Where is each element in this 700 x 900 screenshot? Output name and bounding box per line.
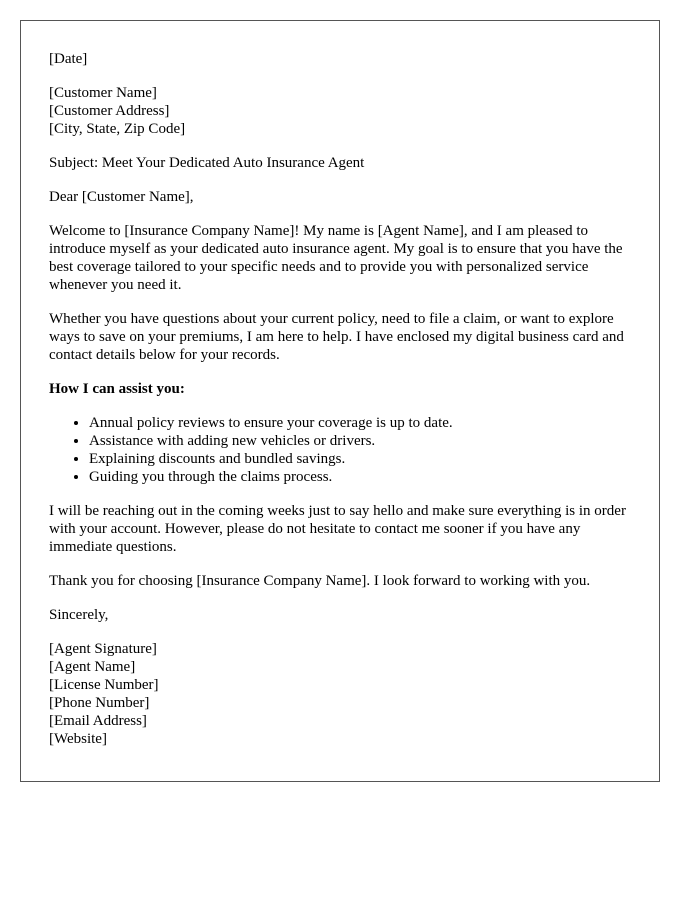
list-item: • Guiding you through the claims process.: [89, 468, 631, 486]
assist-list: [49, 414, 631, 486]
agent-phone-number: [Phone Number]: [49, 695, 150, 711]
assist-heading: How I can assist you:: [49, 381, 185, 397]
letter-greeting: Dear [Customer Name],: [49, 189, 194, 205]
letter-paragraph-thanks: Thank you for choosing [Insurance Company Name]. I look forward to working with you.: [49, 573, 591, 589]
agent-license-number: [License Number]: [49, 677, 159, 693]
letter-closing: Sincerely,: [49, 607, 109, 623]
letter-subject: Subject: Meet Your Dedicated Auto Insurance Agent: [49, 155, 365, 171]
recipient-city-state-zip: [City, State, Zip Code]: [49, 121, 186, 137]
letter-paragraph-followup: I will be reaching out in the coming weeks just to say hello and make sure everything is in order with your account. However, please do not hesitate to contact me sooner if you have any immediate questions.: [49, 503, 626, 555]
agent-email-address: [Email Address]: [49, 713, 147, 729]
letter-paragraph-intro: Welcome to [Insurance Company Name]! My name is [Agent Name], and I am pleased to introduce myself as your dedicated auto insurance agent. My goal is to ensure that you have the best coverage tailored to your specific needs and to provide you with personalized service whenever you need it.: [49, 223, 623, 293]
list-item: • Annual policy reviews to ensure your coverage is up to date.: [89, 414, 631, 432]
letter-paragraph-help: Whether you have questions about your current policy, need to file a claim, or want to explore ways to save on your premiums, I am here to help. I have enclosed my digital business card and contact details below for your records.: [49, 311, 624, 363]
list-item: • Explaining discounts and bundled savings.: [89, 450, 631, 468]
letter-document: [20, 20, 660, 782]
list-item: • Assistance with adding new vehicles or drivers.: [89, 432, 631, 450]
agent-signature: [Agent Signature]: [49, 641, 157, 657]
agent-website: [Website]: [49, 731, 107, 747]
recipient-address: [49, 84, 631, 138]
recipient-street: [Customer Address]: [49, 103, 170, 119]
signature-block: [49, 640, 631, 748]
letter-date: [Date]: [49, 51, 88, 67]
recipient-name: [Customer Name]: [49, 85, 157, 101]
agent-name: [Agent Name]: [49, 659, 136, 675]
